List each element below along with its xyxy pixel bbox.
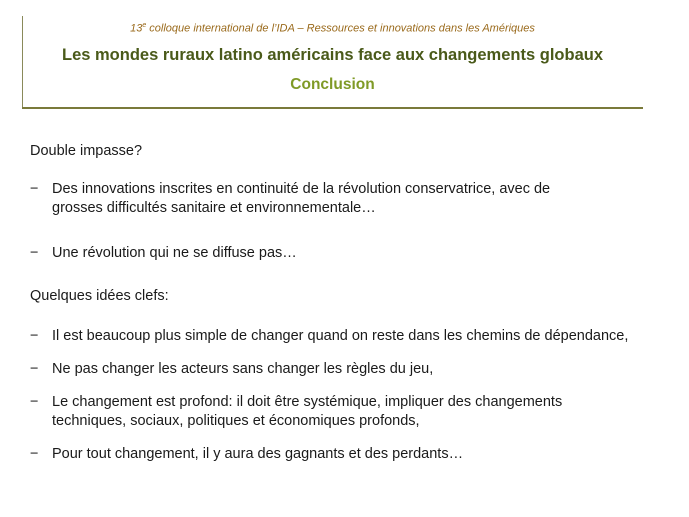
conference-line (22, 22, 643, 35)
section-heading-key-ideas: Quelques idées clefs: (30, 288, 169, 304)
bullet-text: Des innovations inscrites en continuité de la révolution conservatrice, avec de (52, 181, 551, 197)
slide-header (22, 16, 643, 108)
slide-subtitle: Conclusion (290, 76, 375, 93)
bullet-text: Une révolution qui ne se diffuse pas… (52, 245, 297, 261)
bullet-dash: − (30, 394, 39, 410)
bullet-text-continued: grosses difficultés sanitaire et environnementale… (52, 200, 376, 216)
section-heading-double-impasse: Double impasse? (30, 143, 143, 159)
conference-ordinal-suffix: e (142, 22, 147, 29)
conference-ordinal: 13 (130, 22, 143, 35)
bullet-dash: − (30, 245, 39, 261)
bullet-text-continued: techniques, sociaux, politiques et économiques profonds, (52, 413, 420, 429)
conference-name: colloque international de l’IDA – Ressources et innovations dans les Amériques (146, 22, 535, 35)
bullet-text: Pour tout changement, il y aura des gagnants et des perdants… (52, 446, 464, 462)
bullet-dash: − (30, 361, 39, 377)
bullet-dash: − (30, 328, 39, 344)
header-bottom-rule (22, 107, 643, 109)
bullet-text: Il est beaucoup plus simple de changer quand on reste dans les chemins de dépendance, (52, 328, 629, 344)
slide-title: Les mondes ruraux latino américains face aux changements globaux (61, 46, 603, 64)
bullet-text: Le changement est profond: il doit être systémique, impliquer des changements (52, 394, 563, 410)
bullet-text: Ne pas changer les acteurs sans changer les règles du jeu, (52, 361, 434, 377)
bullet-dash: − (30, 181, 39, 197)
bullet-dash: − (30, 446, 39, 462)
